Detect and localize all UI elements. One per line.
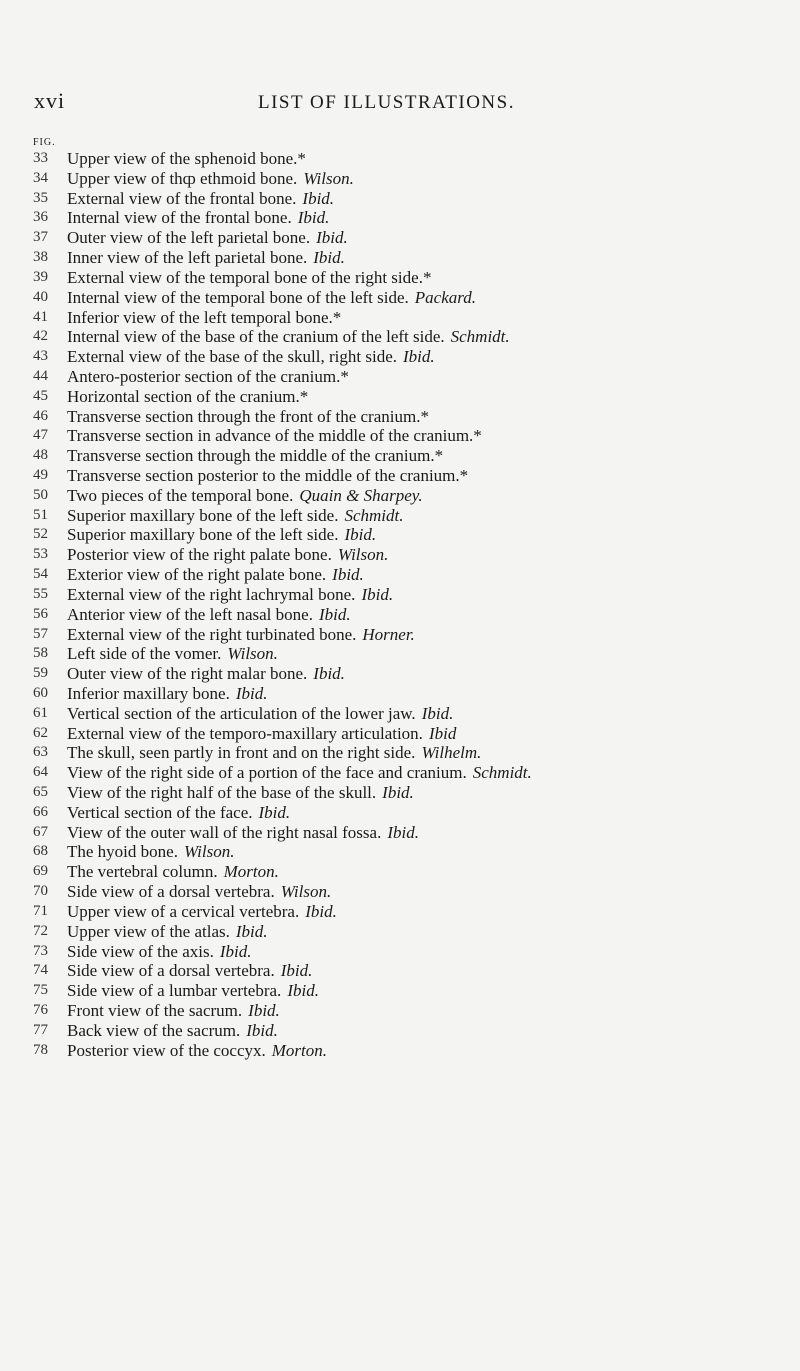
figure-description: Exterior view of the right palate bone. [67,565,327,585]
figure-description: Internal view of the frontal bone. [67,208,292,228]
figure-source: Ibid. [316,228,348,248]
figure-number: 60 [33,684,48,701]
figure-description: Side view of a dorsal vertebra. [67,961,275,981]
list-item [33,387,793,407]
list-item [33,565,793,585]
figure-number: 73 [33,942,48,959]
running-head-title: LIST OF ILLUSTRATIONS. [258,92,515,113]
figure-number: 36 [33,209,48,226]
figure-number: 43 [33,348,48,365]
list-item [33,308,793,328]
figure-description: Superior maxillary bone of the left side. [67,525,339,545]
figure-number: 65 [33,784,48,800]
figure-number: 46 [33,407,48,424]
figure-source: Ibid. [313,664,345,684]
figure-source: Wilson. [227,644,278,664]
figure-description: Vertical section of the face. [67,802,253,822]
figure-number: 38 [33,249,48,266]
list-item [33,486,793,506]
figure-source: Schmidt. [344,505,404,525]
figure-source: Wilhelm. [421,743,482,763]
figure-number: 41 [33,308,48,325]
list-item [33,783,793,803]
figure-description: Side view of a lumbar vertebra. [67,981,282,1001]
figure-source: Packard. [414,287,476,307]
list-item [33,189,793,209]
list-item [33,446,793,466]
list-item [33,981,793,1001]
list-item [33,882,793,902]
figure-number: 35 [33,189,48,206]
figure-number: 61 [33,704,48,721]
list-item [33,664,793,684]
figure-description: External view of the right turbinated bone. [67,624,357,644]
figure-source: Ibid. [403,347,435,367]
figure-description: The skull, seen partly in front and on the right side. [67,743,416,763]
figure-number: 47 [33,427,48,444]
figure-number: 48 [33,447,48,464]
figure-source: Ibid. [297,208,330,228]
figure-description: Anterior view of the left nasal bone. [67,604,313,624]
list-item [33,704,793,724]
figure-number: 52 [33,526,48,543]
figure-source: Ibid. [280,961,313,981]
figure-number: 75 [33,982,48,999]
figure-description: Inferior maxillary bone. [67,683,230,703]
figure-number: 63 [33,744,48,761]
figure-description: Inferior view of the left temporal bone.* [67,307,342,327]
figure-number: 39 [33,268,48,285]
list-item [33,169,793,189]
list-item [33,466,793,486]
figure-description: Internal view of the temporal bone of the left side. [67,287,409,307]
figure-source: Wilson. [303,168,354,188]
list-item [33,743,793,763]
figure-source: Ibid. [305,901,337,921]
list-item [33,684,793,704]
figure-source: Ibid. [382,783,414,802]
list-item [33,842,793,862]
list-item [33,961,793,981]
list-item [33,803,793,823]
list-item [33,724,793,744]
list-item [33,268,793,288]
figure-number: 77 [33,1021,48,1038]
figure-number: 57 [33,625,48,642]
figure-source: Ibid. [258,802,291,822]
list-item [33,426,793,446]
figure-number: 49 [33,467,48,483]
figure-description: Outer view of the right malar bone. [67,664,308,684]
list-item [33,367,793,387]
figure-number: 56 [33,605,48,622]
figure-source: Ibid. [219,941,252,961]
figure-number: 42 [33,328,48,345]
figure-number: 67 [33,823,48,840]
figure-description: Transverse section posterior to the middle of the cranium.* [67,466,469,485]
page-number: xvi [34,88,66,113]
figure-description: Transverse section through the front of the cranium.* [67,406,429,426]
list-item [33,545,793,565]
list-item [33,585,793,605]
list-item [33,288,793,308]
figure-description: The vertebral column. [67,862,218,882]
list-item [33,942,793,962]
illustrations-list [33,149,793,1060]
figure-source: Ibid [428,723,457,743]
list-item [33,327,793,347]
figure-number: 40 [33,288,48,305]
figure-description: Two pieces of the temporal bone. [67,485,294,505]
list-item [33,605,793,625]
figure-source: Ibid. [387,822,419,842]
figure-description: Upper view of a cervical vertebra. [67,901,300,921]
figure-description: Superior maxillary bone of the left side. [67,505,339,525]
figure-number: 72 [33,922,48,939]
figure-source: Schmidt. [450,327,510,347]
figure-description: Internal view of the base of the cranium of the left side. [67,327,445,347]
figure-number: 54 [33,566,48,583]
list-item [33,625,793,645]
figure-description: External view of the base of the skull, right side. [67,347,397,367]
figure-source: Ibid. [361,584,394,604]
figure-description: Outer view of the left parietal bone. [67,228,311,248]
page-header [34,86,734,116]
list-item [33,228,793,248]
figure-description: External view of the temporal bone of the right side.* [67,267,432,287]
figure-number: 34 [33,169,48,186]
figure-source: Schmidt. [472,763,532,783]
figure-source: Wilson. [337,545,389,565]
figure-source: Ibid. [421,703,454,723]
figure-number: 62 [33,724,48,741]
figure-description: View of the outer wall of the right nasal fossa. [67,822,382,842]
figure-source: Quain & Sharpey. [299,485,423,505]
list-item [33,823,793,843]
figure-description: Posterior view of the right palate bone. [67,545,332,565]
figure-source: Ibid. [332,565,364,585]
figure-source: Ibid. [313,248,345,268]
list-item [33,506,793,526]
figure-source: Ibid. [318,604,351,624]
figure-description: Horizontal section of the cranium.* [67,386,309,406]
list-item [33,644,793,664]
figure-description: Upper view of the sphenoid bone.* [67,149,306,168]
figure-description: View of the right half of the base of the skull. [67,783,377,802]
list-item [33,902,793,922]
figure-number: 74 [33,962,48,979]
figure-description: Transverse section through the middle of the cranium.* [67,446,444,466]
figure-number: 71 [33,902,48,919]
figure-source: Ibid. [287,981,319,1001]
figure-number: 51 [33,506,48,523]
figure-description: Upper view of the atlas. [67,921,230,941]
list-item [33,1001,793,1021]
figure-number: 59 [33,665,48,682]
figure-number: 70 [33,883,48,900]
figure-number: 78 [33,1041,48,1058]
list-item [33,922,793,942]
figure-source: Ibid. [248,1000,280,1020]
figure-number: 53 [33,546,48,563]
list-item [33,248,793,268]
figure-description: Vertical section of the articulation of the lower jaw. [67,703,416,723]
figure-number: 76 [33,1001,48,1018]
figure-number: 33 [33,150,48,166]
list-item [33,347,793,367]
list-item [33,1021,793,1041]
figure-description: Side view of a dorsal vertebra. [67,882,275,902]
figure-description: External view of the frontal bone. [67,188,297,208]
figure-number: 64 [33,764,48,781]
figure-source: Ibid. [302,188,335,208]
figure-description: Side view of the axis. [67,941,214,961]
figure-source: Ibid. [246,1020,278,1040]
figure-description: Left side of the vomer. [67,644,222,664]
figure-source: Ibid. [235,921,268,941]
figure-number: 55 [33,585,48,602]
figure-number: 44 [33,367,48,384]
figure-description: Antero-posterior section of the cranium.* [67,366,349,386]
figure-description: Transverse section in advance of the middle of the cranium.* [67,426,482,446]
figure-number: 50 [33,486,48,503]
figure-description: Inner view of the left parietal bone. [67,248,308,268]
figure-source: Wilson. [280,882,332,902]
figure-description: The hyoid bone. [67,842,178,862]
list-item [33,407,793,427]
figure-description: Back view of the sacrum. [67,1020,241,1040]
figure-source: Horner. [362,624,415,644]
figure-number: 69 [33,863,48,880]
figure-description: Posterior view of the coccyx. [67,1040,266,1060]
list-item [33,525,793,545]
figure-description: Front view of the sacrum. [67,1000,243,1020]
figure-number: 58 [33,645,48,662]
list-item [33,763,793,783]
figure-source: Wilson. [183,842,235,862]
figure-description: External view of the temporo-maxillary articulation. [67,723,423,743]
list-item [33,149,793,169]
figure-description: View of the right side of a portion of the face and cranium. [67,763,467,783]
figure-source: Ibid. [235,683,268,703]
list-item [33,208,793,228]
figure-number: 37 [33,229,48,246]
figure-number: 45 [33,387,48,404]
figure-description: External view of the right lachrymal bone. [67,584,356,604]
figure-source: Morton. [223,862,279,882]
figure-number: 66 [33,803,48,820]
list-item [33,862,793,882]
figure-source: Ibid. [344,525,377,545]
fig-column-label: FIG. [33,137,56,148]
list-item [33,1041,793,1061]
figure-number: 68 [33,843,48,860]
figure-source: Morton. [271,1040,327,1060]
figure-description: Upper view of thȹ ethmoid bone. [67,168,298,188]
